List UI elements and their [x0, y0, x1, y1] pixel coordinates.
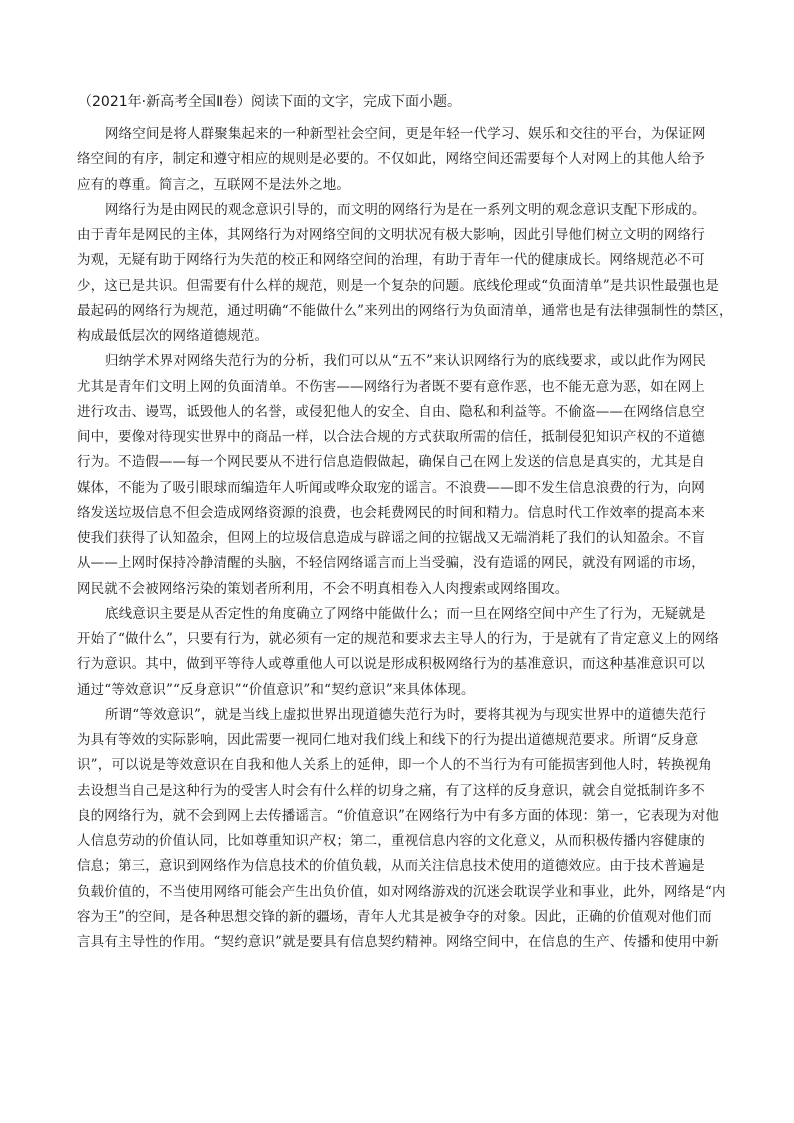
passage-line: 构成最低层次的网络道德规范。	[77, 328, 269, 344]
passage-line: 为具有等效的实际影响，因此需要一视同仁地对我们线上和线下的行为提出道德规范要求。所谓“反身意	[77, 732, 699, 748]
passage-line: 少，这已是共识。但需要有什么样的规范，则是一个复杂的问题。底线伦理或“负面清单”是共识性最强也是	[77, 277, 720, 294]
passage-line: 通过“等效意识”“反身意识”“价值意识”和“契约意识”来具体体现。	[77, 681, 475, 698]
passage-line: 络空间的有序，制定和遵守相应的规则是必要的。不仅如此，网络空间还需要每个人对网上的其他人给予	[77, 151, 705, 168]
passage-line: 间中，要像对待现实世界中的商品一样，以合法合规的方式获取所需的信任，抵制侵犯知识产权的不道德	[77, 429, 705, 445]
passage-line: 良的网络行为，就不会到网上去传播谣言。“价值意识”在网络行为中有多方面的体现：第一，它表现为对他	[77, 807, 720, 824]
passage-line: 由于青年是网民的主体，其网络行为对网络空间的文明状况有极大影响，因此引导他们树立文明的网络行	[77, 227, 705, 243]
passage-line: 网络空间是将人群聚集起来的一种新型社会空间，更是年轻一代学习、娱乐和交往的平台，为保证网	[105, 126, 706, 142]
passage-line: 底线意识主要是从否定性的角度确立了网络中能做什么；而一旦在网络空间中产生了行为，无疑就是	[105, 605, 706, 622]
passage-line: 负载价值的，不当使用网络可能会产生出负价值，如对网络游戏的沉迷会耽误学业和事业，此外，网络是“内	[77, 883, 726, 900]
passage-line: 为观，无疑有助于网络行为失范的校正和网络空间的治理，有助于青年一代的健康成长。网络规范必不可	[77, 252, 705, 269]
passage-line: 开始了“做什么”，只要有行为，就必须有一定的规范和要求去主导人的行为，于是就有了肯定意义上的网络	[77, 631, 720, 647]
passage-line: 媒体，不能为了吸引眼球而编造年人听闻或哗众取宠的谣言。不浪费——即不发生信息浪费的行为，向网	[77, 479, 705, 496]
passage-line: 使我们获得了认知盈余，但网上的垃圾信息造成与辟谣之间的拉锯战又无端消耗了我们的认知盈余。不盲	[77, 530, 705, 546]
passage-line: 尤其是青年们文明上网的负面清单。不伤害——网络行为者既不要有意作恶，也不能无意为恶，如在网上	[77, 378, 705, 395]
passage-line: 归纳学术界对网络失范行为的分析，我们可以从“五不”来认识网络行为的底线要求，或以此作为网民	[105, 353, 707, 370]
passage-line: 网络行为是由网民的观念意识引导的，而文明的网络行为是在一系列文明的观念意识支配下形成的。	[105, 201, 706, 218]
passage-line: 行为。不造假——每一个网民要从不进行信息造假做起，确保自己在网上发送的信息是真实的，尤其是自	[77, 454, 705, 471]
passage-line: 识”，可以说是等效意识在自我和他人关系上的延伸，即一个人的不当行为有可能损害到他人时，转换视角	[77, 757, 712, 774]
passage-line: 网民就不会被网络污染的策划者所利用，不会不明真相卷入人肉搜索或网络围攻。	[77, 580, 569, 597]
passage-line: 所谓“等效意识”，就是当线上虚拟世界出现道德失范行为时，要将其视为与现实世界中的道德失范行	[105, 706, 707, 723]
passage-line: 进行攻击、谩骂，诋毁他人的名誉，或侵犯他人的安全、自由、隐私和利益等。不偷盗——在网络信息空	[77, 403, 705, 420]
passage-line: 去设想当自己是这种行为的受害人时会有什么样的切身之痛，有了这样的反身意识，就会自觉抵制许多不	[77, 782, 705, 799]
passage-body	[77, 122, 737, 955]
passage-line: 容为王”的空间，是各种思想交锋的新的疆场，青年人尤其是被争夺的对象。因此，正确的价值观对他们而	[77, 908, 712, 925]
passage-line: 信息；第三，意识到网络作为信息技术的价值负载，从而关注信息技术使用的道德效应。由于技术普遍是	[77, 858, 705, 875]
passage-line: 应有的尊重。简言之，互联网不是法外之地。	[77, 176, 350, 193]
passage-line: 从——上网时保持冷静清醒的头脑，不轻信网络谣言而上当受骗，没有造谣的网民，就没有网谣的市场，	[77, 555, 705, 572]
passage-line: 行为意识。其中，做到平等待人或尊重他人可以说是形成积极网络行为的基准意识，而这种基准意识可以	[77, 656, 705, 673]
passage-line: 最起码的网络行为规范，通过明确“不能做什么”来列出的网络行为负面清单，通常也是有法律强制性的禁区，	[77, 302, 733, 319]
passage-line: 人信息劳动的价值认同，比如尊重知识产权；第二，重视信息内容的文化意义，从而积极传播内容健康的	[77, 833, 705, 849]
passage-line: 言具有主导性的作用。“契约意识”就是要具有信息契约精神。网络空间中，在信息的生产、传播和使用中新	[77, 934, 720, 950]
question-heading: （2021年·新高考全国Ⅱ卷）阅读下面的文字，完成下面小题。	[78, 94, 461, 110]
passage-line: 络发送垃圾信息不但会造成网络资源的浪费，也会耗费网民的时间和精力。信息时代工作效率的提高本来	[77, 504, 705, 521]
